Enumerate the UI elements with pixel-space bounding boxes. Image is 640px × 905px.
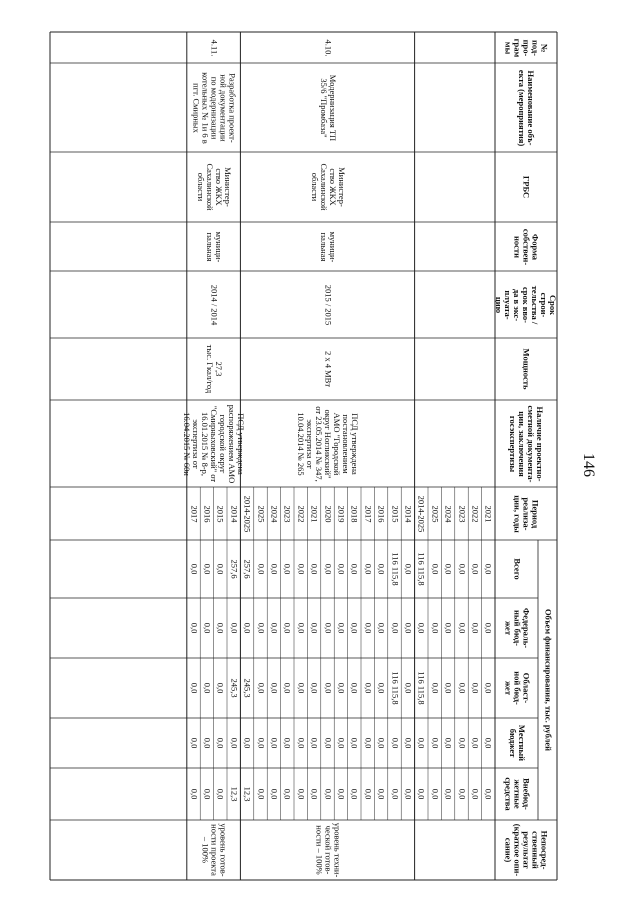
header-number: № под- про- грам мы bbox=[503, 38, 550, 57]
project1-row-total: 0,0 bbox=[296, 563, 307, 575]
project1-row-federal: 0,0 bbox=[242, 622, 253, 634]
project1-row-total: 0,0 bbox=[349, 563, 360, 575]
project-psd: ПСД утверждена распоряжением АМО городской округ "Смирныховский" от 16.01.2015 № 8-р, экспертиза от 16.04.2015 № 60и bbox=[182, 404, 246, 483]
project1-row-extra: 0,0 bbox=[309, 788, 320, 800]
prev-row-federal: 0,0 bbox=[470, 622, 481, 634]
prev-row-regional: 116 115,8 bbox=[416, 671, 427, 705]
project1-row-total: 0,0 bbox=[255, 563, 266, 575]
project1-row-federal: 0,0 bbox=[363, 622, 374, 634]
prev-row-federal: 0,0 bbox=[456, 622, 467, 634]
header-capacity: Мощность bbox=[521, 348, 532, 390]
project1-row-regional: 0,0 bbox=[403, 682, 414, 694]
header-financing: Объем финансирования, тыс. рублей bbox=[542, 608, 553, 752]
prev-row-extra: 0,0 bbox=[416, 788, 427, 800]
project1-row-federal: 0,0 bbox=[389, 622, 400, 634]
prev-row-period: 2024 bbox=[443, 505, 454, 522]
project2-row-local: 0,0 bbox=[188, 737, 199, 749]
project1-row-regional: 0,0 bbox=[269, 682, 280, 694]
prev-row-regional: 0,0 bbox=[430, 682, 441, 694]
prev-row-total: 116 115,8 bbox=[416, 552, 427, 586]
prev-row-total: 0,0 bbox=[470, 563, 481, 575]
project-capacity: 27,3 тыс. Гкал/год bbox=[204, 344, 224, 394]
project2-row-regional: 0,0 bbox=[188, 682, 199, 694]
header-period: Период реализа- ции, годы bbox=[512, 494, 541, 533]
prev-row-total: 0,0 bbox=[456, 563, 467, 575]
project-term: 2014 / 2014 bbox=[209, 284, 220, 325]
prev-row-total: 0,0 bbox=[430, 563, 441, 575]
project1-row-period: 2024 bbox=[269, 505, 280, 522]
project-number: 4.10. bbox=[322, 39, 333, 56]
project2-row-period: 2014 bbox=[229, 505, 240, 522]
project1-row-period: 2018 bbox=[349, 505, 360, 522]
project-result: уровень готов- ности проекта – 100% bbox=[200, 823, 228, 877]
project2-row-local: 0,0 bbox=[202, 737, 213, 749]
project2-row-regional: 0,0 bbox=[202, 682, 213, 694]
project1-row-local: 0,0 bbox=[322, 737, 333, 749]
project1-row-federal: 0,0 bbox=[269, 622, 280, 634]
project1-row-extra: 12,3 bbox=[242, 786, 253, 802]
project2-row-extra: 12,3 bbox=[229, 786, 240, 802]
prev-row-extra: 0,0 bbox=[456, 788, 467, 800]
project1-row-total: 0,0 bbox=[363, 563, 374, 575]
prev-row-federal: 0,0 bbox=[443, 622, 454, 634]
prev-row-extra: 0,0 bbox=[483, 788, 494, 800]
project1-row-total: 116 115,8 bbox=[389, 552, 400, 586]
project1-row-local: 0,0 bbox=[309, 737, 320, 749]
project1-row-total: 0,0 bbox=[282, 563, 293, 575]
project-capacity: 2 х 4 МВт bbox=[322, 350, 333, 388]
project-psd: ПСД утверждена постановлением АМО "Городской округ Ногликский" от 23.05.2014 № 347, экспертиза от 10.04.2014 № 265 bbox=[296, 405, 360, 482]
project2-row-total: 0,0 bbox=[202, 563, 213, 575]
project1-row-federal: 0,0 bbox=[296, 622, 307, 634]
project1-row-local: 0,0 bbox=[389, 737, 400, 749]
project1-row-federal: 0,0 bbox=[309, 622, 320, 634]
project1-row-total: 0,0 bbox=[309, 563, 320, 575]
project1-row-period: 2014 bbox=[403, 505, 414, 522]
project1-row-period: 2020 bbox=[322, 505, 333, 522]
prev-row-period: 2014-2025 bbox=[416, 495, 427, 532]
project1-row-local: 0,0 bbox=[336, 737, 347, 749]
prev-row-total: 0,0 bbox=[443, 563, 454, 575]
project1-row-local: 0,0 bbox=[282, 737, 293, 749]
project2-row-extra: 0,0 bbox=[202, 788, 213, 800]
project2-row-total: 0,0 bbox=[215, 563, 226, 575]
prev-row-period: 2021 bbox=[483, 505, 494, 522]
project-name: Модернизация ТП 35/6 "Промбаза" bbox=[318, 74, 338, 141]
project1-row-extra: 0,0 bbox=[403, 788, 414, 800]
project2-row-local: 0,0 bbox=[215, 737, 226, 749]
prev-row-extra: 0,0 bbox=[443, 788, 454, 800]
project1-row-period: 2025 bbox=[255, 505, 266, 522]
project1-row-total: 0,0 bbox=[269, 563, 280, 575]
project1-row-local: 0,0 bbox=[269, 737, 280, 749]
header-name: Наименование объ- екта (мероприятия) bbox=[517, 69, 536, 146]
project1-row-extra: 0,0 bbox=[376, 788, 387, 800]
project1-row-extra: 0,0 bbox=[282, 788, 293, 800]
project1-row-local: 0,0 bbox=[255, 737, 266, 749]
project-term: 2015 / 2015 bbox=[322, 284, 333, 325]
project1-row-period: 2017 bbox=[363, 505, 374, 522]
project2-row-federal: 0,0 bbox=[229, 622, 240, 634]
project1-row-regional: 0,0 bbox=[322, 682, 333, 694]
header-extra: Внебюд- жетные средства bbox=[503, 777, 531, 811]
project1-row-regional: 0,0 bbox=[336, 682, 347, 694]
project2-row-period: 2017 bbox=[188, 505, 199, 522]
project1-row-extra: 0,0 bbox=[322, 788, 333, 800]
project1-row-total: 257,6 bbox=[242, 559, 253, 579]
project1-row-period: 2014-2025 bbox=[242, 495, 253, 532]
prev-row-local: 0,0 bbox=[483, 737, 494, 749]
page-number: 146 bbox=[580, 453, 597, 477]
project1-row-regional: 0,0 bbox=[296, 682, 307, 694]
prev-row-local: 0,0 bbox=[416, 737, 427, 749]
project1-row-regional: 116 115,8 bbox=[389, 671, 400, 705]
prev-row-federal: 0,0 bbox=[430, 622, 441, 634]
project1-row-regional: 0,0 bbox=[363, 682, 374, 694]
project2-row-period: 2016 bbox=[202, 505, 213, 522]
project1-row-regional: 0,0 bbox=[255, 682, 266, 694]
project1-row-extra: 0,0 bbox=[336, 788, 347, 800]
project1-row-extra: 0,0 bbox=[296, 788, 307, 800]
header-grbs: ГРБС bbox=[521, 175, 532, 199]
project2-row-period: 2015 bbox=[215, 505, 226, 522]
project1-row-regional: 0,0 bbox=[376, 682, 387, 694]
project1-row-federal: 0,0 bbox=[336, 622, 347, 634]
project1-row-total: 0,0 bbox=[322, 563, 333, 575]
project-name: Разработка проект- ной документации по модернизации котельных № 1и 6 в пгт. Смирных bbox=[191, 71, 237, 144]
project1-row-regional: 245,3 bbox=[242, 678, 253, 698]
project-number: 4.11. bbox=[209, 39, 220, 56]
prev-row-period: 2025 bbox=[430, 505, 441, 522]
project1-row-extra: 0,0 bbox=[255, 788, 266, 800]
prev-row-period: 2023 bbox=[456, 505, 467, 522]
header-total: Всего bbox=[511, 558, 522, 580]
project2-row-extra: 0,0 bbox=[215, 788, 226, 800]
project1-row-local: 0,0 bbox=[403, 737, 414, 749]
project1-row-federal: 0,0 bbox=[349, 622, 360, 634]
project1-row-federal: 0,0 bbox=[376, 622, 387, 634]
prev-row-total: 0,0 bbox=[483, 563, 494, 575]
project1-row-local: 0,0 bbox=[296, 737, 307, 749]
project1-row-regional: 0,0 bbox=[309, 682, 320, 694]
project1-row-federal: 0,0 bbox=[403, 622, 414, 634]
project-ownership: муници- пальная bbox=[318, 231, 338, 262]
project2-row-federal: 0,0 bbox=[188, 622, 199, 634]
project1-row-local: 0,0 bbox=[242, 737, 253, 749]
project-grbs: Министер- ство ЖКХ Сахалинской области bbox=[309, 163, 347, 211]
project2-row-total: 0,0 bbox=[188, 563, 199, 575]
project1-row-total: 0,0 bbox=[336, 563, 347, 575]
project2-row-regional: 245,3 bbox=[229, 678, 240, 698]
project1-row-regional: 0,0 bbox=[282, 682, 293, 694]
prev-row-federal: 0,0 bbox=[416, 622, 427, 634]
project2-row-federal: 0,0 bbox=[215, 622, 226, 634]
project1-row-period: 2022 bbox=[296, 505, 307, 522]
prev-row-extra: 0,0 bbox=[430, 788, 441, 800]
project-grbs: Министер- ство ЖКХ Сахалинской области bbox=[195, 163, 233, 211]
project1-row-period: 2016 bbox=[376, 505, 387, 522]
project1-row-period: 2021 bbox=[309, 505, 320, 522]
project1-row-extra: 0,0 bbox=[269, 788, 280, 800]
project1-row-local: 0,0 bbox=[349, 737, 360, 749]
prev-row-local: 0,0 bbox=[470, 737, 481, 749]
header-regional: Област- ной бюд- жет bbox=[503, 671, 531, 705]
project1-row-extra: 0,0 bbox=[389, 788, 400, 800]
header-term: Срок строи- тельства / срок вво- да в экс- плуата- цию bbox=[494, 285, 559, 324]
prev-row-regional: 0,0 bbox=[443, 682, 454, 694]
prev-row-regional: 0,0 bbox=[456, 682, 467, 694]
project2-row-local: 0,0 bbox=[229, 737, 240, 749]
project2-row-regional: 0,0 bbox=[215, 682, 226, 694]
header-local: Местный бюджет bbox=[507, 724, 527, 762]
prev-row-period: 2022 bbox=[470, 505, 481, 522]
project1-row-federal: 0,0 bbox=[322, 622, 333, 634]
project1-row-extra: 0,0 bbox=[349, 788, 360, 800]
project1-row-total: 0,0 bbox=[403, 563, 414, 575]
project1-row-period: 2019 bbox=[336, 505, 347, 522]
prev-row-regional: 0,0 bbox=[483, 682, 494, 694]
header-result: Непосред- ственный результат (краткое опи- сание) bbox=[503, 823, 550, 877]
prev-row-federal: 0,0 bbox=[483, 622, 494, 634]
project1-row-regional: 0,0 bbox=[349, 682, 360, 694]
header-federal: Федераль- ный бюд- жет bbox=[503, 607, 531, 649]
project2-row-total: 257,6 bbox=[229, 559, 240, 579]
project-ownership: муници- пальная bbox=[204, 231, 224, 262]
prev-row-local: 0,0 bbox=[456, 737, 467, 749]
header-ownership: Форма собствен- ности bbox=[512, 228, 541, 265]
header-psd: Наличие проектно- сметной документа- ции, заключения госэкспертизы bbox=[508, 405, 545, 482]
project2-row-federal: 0,0 bbox=[202, 622, 213, 634]
project1-row-period: 2023 bbox=[282, 505, 293, 522]
project1-row-local: 0,0 bbox=[376, 737, 387, 749]
project1-row-extra: 0,0 bbox=[363, 788, 374, 800]
prev-row-regional: 0,0 bbox=[470, 682, 481, 694]
project1-row-period: 2015 bbox=[389, 505, 400, 522]
project1-row-federal: 0,0 bbox=[282, 622, 293, 634]
project2-row-extra: 0,0 bbox=[188, 788, 199, 800]
prev-row-local: 0,0 bbox=[430, 737, 441, 749]
prev-row-extra: 0,0 bbox=[470, 788, 481, 800]
project1-row-federal: 0,0 bbox=[255, 622, 266, 634]
prev-row-local: 0,0 bbox=[443, 737, 454, 749]
project1-row-total: 0,0 bbox=[376, 563, 387, 575]
project-result: уровень техни- ческой готов- ности – 100% bbox=[314, 822, 342, 878]
project1-row-local: 0,0 bbox=[363, 737, 374, 749]
